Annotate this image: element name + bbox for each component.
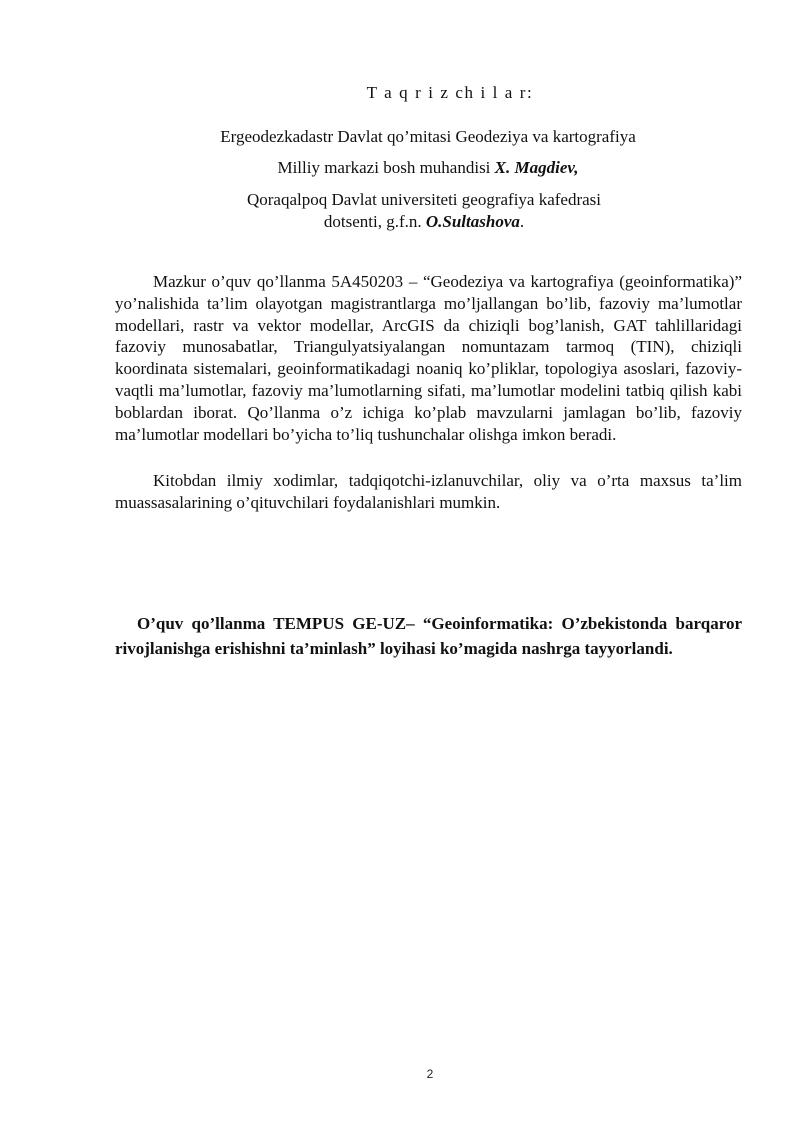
audience-paragraph	[115, 470, 742, 514]
reviewer-2-position: dotsenti, g.f.n.	[323, 212, 426, 231]
funding-note-text: O’quv qo’llanma TEMPUS GE-UZ– “Geoinformatika: O’zbekistonda barqaror rivojlanishga erishishni ta’minlash” loyihasi ko’magida nashrga tayyorlandi.	[115, 614, 742, 658]
reviewers-heading: T a q r i z ch i l a r:	[366, 83, 534, 102]
reviewer-1-title	[28, 158, 800, 178]
reviewer-2-name: O.Sultashova	[425, 212, 520, 231]
audience-paragraph-text: Kitobdan ilmiy xodimlar, tadqiqotchi-izlanuvchilar, oliy va o’rta maxsus ta’lim muassasalarining o’qituvchilari foydalanishlari mumkin.	[115, 471, 742, 512]
page-number: 2	[426, 1067, 434, 1081]
reviewer-2-affiliation: Qoraqalpoq Davlat universiteti geografiya kafedrasi	[246, 190, 602, 209]
reviewer-1-position: Milliy markazi bosh muhandisi	[277, 158, 495, 177]
reviewer-2-punctuation: .	[519, 212, 525, 231]
reviewer-1-name: X. Magdiev,	[494, 158, 579, 177]
annotation-paragraph-text: Mazkur o’quv qo’llanma 5A450203 – “Geodeziya va kartografiya (geoinformatika)” yo’nalishida ta’lim olayotgan magistrantlarga mo’ljallangan bo’lib, fazoviy ma’lumotlar modellari, rastr va vektor modellar, ArcGIS da chiziqli bog’lanish, GAT tahlillaridagi fazoviy munosabatlar, Triangulyatsiyalangan nomuntazam tarmoq (TIN), chiziqli koordinata sistemalari, geoinformatikadagi noaniq ko’pliklar, topologiya asoslari, fazoviy-vaqtli ma’lumotlar, fazoviy ma’lumotlarning sifati, ma’lumotlar modelini tatbiq qilish kabi boblardan iborat. Qo’llanma o’z ichiga ko’plab mavzularni jamlagan bo’lib, fazoviy ma’lumotlar modellari bo’yicha to’liq tushunchalar olishga imkon beradi.	[115, 272, 742, 444]
reviewer-2-title	[24, 212, 800, 232]
funding-note	[115, 611, 742, 661]
reviewer-1-affiliation: Ergeodezkadastr Davlat qo’mitasi Geodeziya va kartografiya	[220, 127, 636, 146]
annotation-paragraph	[115, 271, 742, 445]
